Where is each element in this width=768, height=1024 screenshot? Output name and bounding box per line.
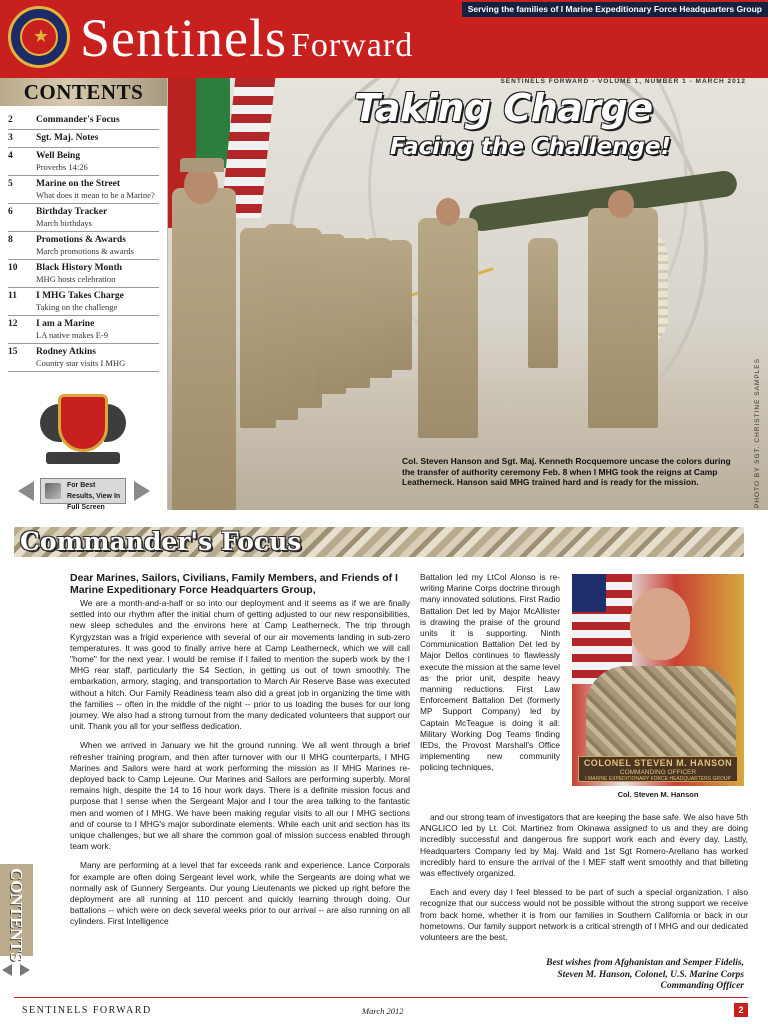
paragraph: Many are performing at a level that far exceeds rank and experience. Lance Corporals for example are often doing Sergeant level work, while the Sergeants are doing what we normally ask of Gunnery Sergeants. Our young Lieutenants we picked up right before the deployment are all running at 110 percent and quickly learning through doing. Our battalions -- which were on deck several weeks prior to our arrival -- are also running on all cylinders. First Intelligence xyxy=(70,860,410,927)
article-signoff: Best wishes from Afghanistan and Semper Fidelis, Steven M. Hanson, Colonel, U.S. Marine Corps Commanding Officer xyxy=(546,958,744,991)
contents-heading: CONTENTS xyxy=(0,78,167,106)
article-column-3 xyxy=(420,812,748,951)
contents-panel xyxy=(0,78,168,510)
contents-item[interactable]: 3 Sgt. Maj. Notes xyxy=(8,130,159,148)
page-nav xyxy=(2,964,34,976)
contents-item[interactable]: 5 Marine on the Street What does it mean to be a Marine? xyxy=(8,176,159,204)
next-page-icon[interactable] xyxy=(134,481,150,501)
footer-publication: SENTINELS FORWARD xyxy=(22,1005,152,1016)
title-sub: Forward xyxy=(291,27,414,64)
cover-photo xyxy=(168,78,768,510)
paragraph: Battalion led my LtCol Alonso is re-writing Marine Corps doctrine through many innovated solutions. First Radio Battalion Det led by Major McAllister is drawing the praise of the ground units it is supporting. Ninth Communication Battalion Det led by Major Dellos continues to flawlessly execute the mission at the same level as the prior unit, despite heavy manning reductions. First Law Enforcement Battalion Det (formerly MP Support Company) led by Captain McTeague is doing it all: Military Working Dog Teams finding IEDs, the Provost Marshall's Office implementing new community policing techniques, xyxy=(420,572,560,773)
title-main: Sentinels xyxy=(80,8,287,68)
contents-item[interactable]: 4 Well Being Proverbs 14:26 xyxy=(8,148,159,176)
unit-seal-icon xyxy=(40,388,126,466)
contents-item[interactable]: 2 Commander's Focus xyxy=(8,112,159,130)
page-number: 2 xyxy=(734,1003,748,1017)
previous-page-icon[interactable] xyxy=(2,964,12,976)
cover-headline: Taking Charge xyxy=(354,86,653,130)
contents-item[interactable]: 15 Rodney Atkins Country star visits I MHG xyxy=(8,344,159,372)
commander-portrait xyxy=(572,574,744,786)
section-title: Commander's Focus xyxy=(20,527,302,556)
contents-item[interactable]: 8 Promotions & Awards March promotions & awards xyxy=(8,232,159,260)
view-controls xyxy=(18,478,150,511)
article-salutation: Dear Marines, Sailors, Civilians, Family Members, and Friends of I Marine Expeditionary Force Headquarters Group, xyxy=(70,572,398,596)
article-column-2 xyxy=(420,572,560,774)
paragraph: When we arrived in January we hit the ground running. We all went through a brief refresher training program, and then after turnover with our II MHG counterparts, I MHG Marines and Sailors were hard at work performing the mission as II MHG Marines re-deployed back to Camp Lejeune. Our Marines and Sailors are performing superbly. Moral remains high, despite the 14 to 16 hour work days. There is a definite mission focus and purpose that I sense when the Sergeant Major and I tour the area talking to the fantastic men and women of I MHG. We have been making regular visits to all our I MHG sections and of course to I MHG's major subordinate elements. While each unit and section has its unique challenges, but we all share the common goal of mission success enabled through team work. xyxy=(70,740,410,852)
cover-subheadline: Facing the Challenge! xyxy=(390,134,671,160)
article-column-1 xyxy=(70,598,410,936)
footer-date: March 2012 xyxy=(362,1006,404,1016)
photo-credit: PHOTO BY SGT. CHRISTINE SAMPLES xyxy=(754,358,761,508)
previous-page-icon[interactable] xyxy=(18,481,34,501)
photo-caption: Col. Steven Hanson and Sgt. Maj. Kenneth Rocquemore uncase the colors during the transfer of authority ceremony Feb. 8 when I MHG took the reigns at Camp Leatherneck. Hanson said MHG trained hard and is ready for the mission. xyxy=(402,456,731,487)
issue-line: SENTINELS FORWARD - VOLUME 1, NUMBER 1 - MARCH 2012 xyxy=(500,78,746,85)
section-banner xyxy=(14,527,744,557)
contents-item[interactable]: 10 Black History Month MHG hosts celebration xyxy=(8,260,159,288)
side-tab-label: CONTENTS xyxy=(7,868,26,962)
contents-item[interactable]: 11 I MHG Takes Charge Taking on the challenge xyxy=(8,288,159,316)
paragraph: Each and every day I feel blessed to be part of such a special organization. I also recognize that our success would not be possible without the strong support we receive from back home, whether it is from our families in Southern California or back in our hometowns. Our family support network is a critical strength of I MHG and our dedicated volunteers are the best. xyxy=(420,887,748,943)
contents-side-tab[interactable] xyxy=(0,864,33,962)
contents-list xyxy=(0,106,167,372)
full-screen-button[interactable]: For Best Results, View In Full Screen xyxy=(40,478,126,504)
portrait-caption: Col. Steven M. Hanson xyxy=(617,790,699,799)
paragraph: and our strong team of investigators that are keeping the base safe. We also have 5th ANGLICO led by Lt. Col. Martinez from Okinawa assigned to us and they are doing incredibly successful and dangerous fire support work each and every day. Lastly, Headquarters Company led by Maj. Wald and 1st Sgt Romero-Arellano has worked incredibly hard to ensure the arrival of the I MEF staff went smoothly and that billeting was effectively organized. xyxy=(420,812,748,879)
footer-rule xyxy=(14,997,748,998)
next-page-icon[interactable] xyxy=(20,964,30,976)
contents-item[interactable]: 6 Birthday Tracker March birthdays xyxy=(8,204,159,232)
masthead-tagline: Serving the families of I Marine Expeditionary Force Headquarters Group xyxy=(462,2,768,17)
paragraph: We are a month-and-a-half or so into our deployment and it seems as if we are finally settled into our rhythm after the initial churn of getting adjusted to our new responsibilities, new sleep schedules and the environs here at Camp Leatherneck. The trip through Kyrgyzstan was a frigid experience with several of our air movements landing in sub-zero temperatures. It was good to finally arrive here at Camp Leatherneck, which we will call "home" for the next year. I would be remise if I failed to mention the superb work by the I MHG rear staff, particularly the S4 Section, in getting us out of town smoothly. The embarkation, armory, staging, and transportation to March Air Reserve Base was executed without a hitch. Our Family Readiness team also did a great job in organizing the time with the families -- often in the middle of the night -- prior to us loading the buses for our long journey. We also had a strong turnout from the many dedicated volunteers that support our unit. Thank you all for your selfless dedication. xyxy=(70,598,410,732)
unit-emblem-icon: ★ xyxy=(8,6,70,68)
masthead xyxy=(0,0,768,78)
contents-item[interactable]: 12 I am a Marine LA native makes E-9 xyxy=(8,316,159,344)
publication-title xyxy=(80,8,413,68)
nameplate: COLONEL STEVEN M. HANSON COMMANDING OFFICER I MARINE EXPEDITIONARY FORCE HEADQUARTERS GROUP xyxy=(578,756,738,782)
